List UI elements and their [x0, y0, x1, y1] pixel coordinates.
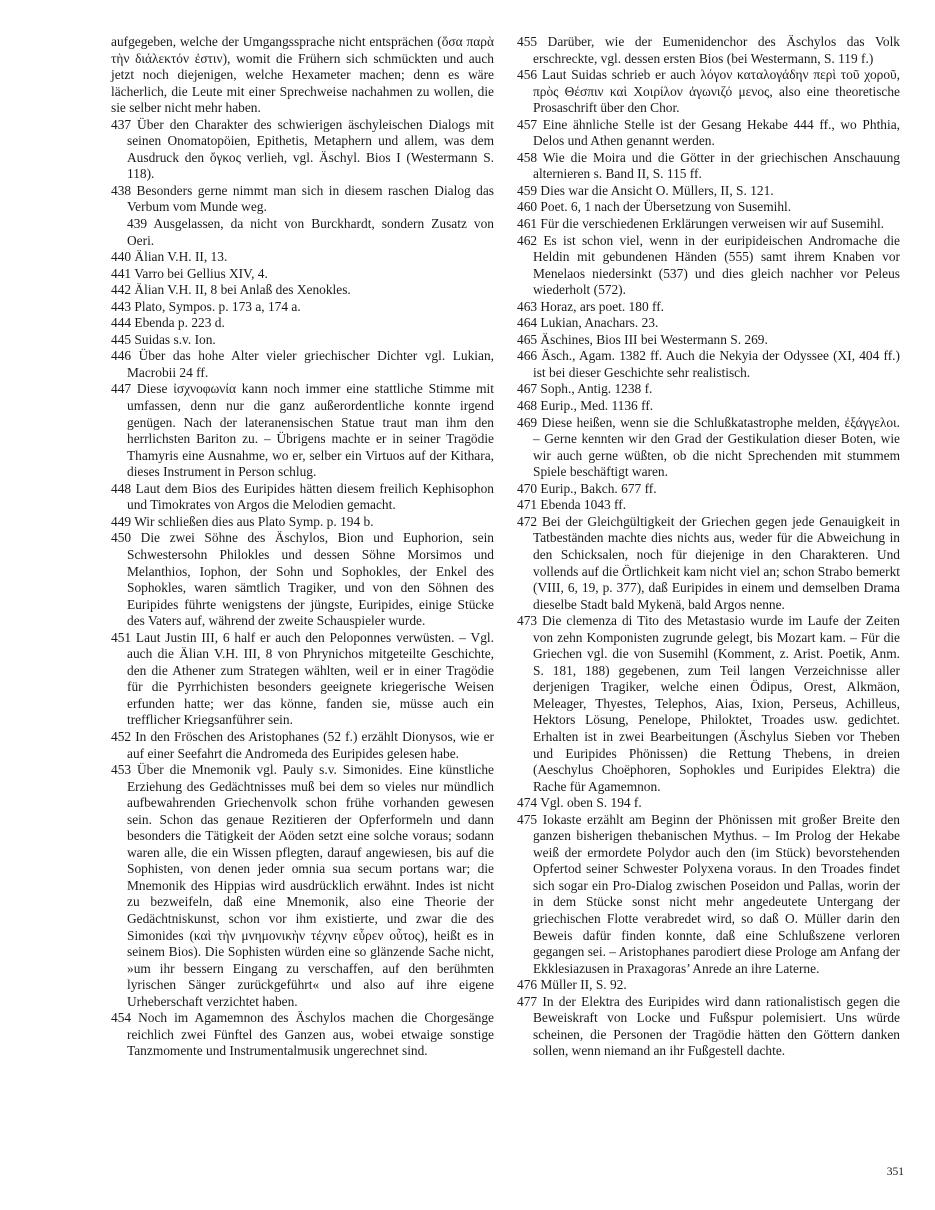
- footnote-444: 444 Ebenda p. 223 d.: [111, 315, 225, 331]
- footnote-454: 454 Noch im Agamemnon des Äschylos machen die Chorgesänge reichlich zwei Fünftel des Ganzen aus, wobei etwaige sonstige Tanzmomente und Instrumentalmusik ungerechnet sind.: [111, 1010, 494, 1059]
- footnote-471: 471 Ebenda 1043 ff.: [517, 497, 627, 513]
- footnote-468: 468 Eurip., Med. 1136 ff.: [517, 398, 654, 414]
- footnote-441: 441 Varro bei Gellius XIV, 4.: [111, 265, 268, 281]
- footnote-463: 463 Horaz, ars poet. 180 ff.: [517, 298, 665, 314]
- footnote-458: 458 Wie die Moira und die Götter in der griechischen Anschauung alternieren s. Band II, S. 115 ff.: [517, 149, 900, 182]
- page-number: 351: [886, 1166, 904, 1178]
- footnote-457: 457 Eine ähnliche Stelle ist der Gesang Hekabe 444 ff., wo Phthia, Delos und Athen genannt werden.: [517, 116, 900, 149]
- footnote-455: 455 Darüber, wie der Eumenidenchor des Äschylos das Volk erschreckte, vgl. dessen ersten Bios (bei Westermann, S. 119 f.): [517, 34, 900, 66]
- footnote-462: 462 Es ist schon viel, wenn in der euripideischen Andromache die Heldin mit gebundenen Händen (555) samt ihrem Knaben vor Menelaos niedersinkt (537) und dies gleich nachher vor Peleus wiederholt (572).: [517, 232, 900, 298]
- footnote-469: 469 Diese heißen, wenn sie die Schlußkatastrophe melden, ἐξάγγελοι. – Gerne kennten wir den Grad der Gestikulation dieser Boten, wie wir auch gerne wüßten, ob die nicht Sprechenden mit stummem Spiele beschäftigt waren.: [517, 414, 900, 480]
- footnote-445: 445 Suidas s.v. Ion.: [111, 331, 216, 347]
- footnote-continuation: aufgegeben, welche der Umgangssprache nicht entsprächen (ὅσα παρὰ τὴν διάλεκτόν ἐστιν), womit die Frühern sich schmückten und auch jetzt noch diejenigen, welche Hexameter machen; denn es wäre lächerlich, die Leute mit einer Sprechweise nachahmen zu wollen, die sie selber nicht mehr haben.: [111, 34, 494, 116]
- footnote-440: 440 Älian V.H. II, 13.: [111, 249, 228, 265]
- footnote-438: 438 Besonders gerne nimmt man sich in diesem raschen Dialog das Verbum vom Munde weg.: [111, 182, 494, 215]
- footnote-439: 439 Ausgelassen, da nicht von Burckhardt, sondern Zusatz von Oeri.: [127, 216, 494, 248]
- footnote-448: 448 Laut dem Bios des Euripides hätten diesem freilich Kephisophon und Timokrates von Argos die Melodien gemacht.: [111, 480, 494, 513]
- footnote-437: 437 Über den Charakter des schwierigen äschyleischen Dialogs mit seinen Onomatopöien, Epithetis, Metaphern und allem, was dem Ausdruck den ὄγκος verlieh, vgl. Äschyl. Bios I (Westermann S. 118).: [111, 116, 494, 182]
- footnote-459: 459 Dies war die Ansicht O. Müllers, II, S. 121.: [517, 182, 774, 198]
- footnote-475: 475 Iokaste erzählt am Beginn der Phönissen mit großer Breite den ganzen bisherigen thebanischen Mythus. – Im Prolog der Hekabe weiß der ermordete Polydor auch den (im Stück) bevorstehenden Opfertod seiner Schwester Polyxena voraus. In den Troades findet sich sogar ein Pro-Dialog zwischen Poseidon und Pallas, worin der in dem Stücke sonst nicht mehr angedeutete Untergang der griechischen Flotte verabredet wird, so daß O. Müller darin den Beweis dafür finden konnte, daß eine Schlußszene verloren gegangen sei. – Aristophanes parodiert diese Prologe am Anfang der Ekklesiazusen in Praxagoras’ Anrede an ihre Laterne.: [517, 811, 900, 976]
- footnote-446: 446 Über das hohe Alter vieler griechischer Dichter vgl. Lukian, Macrobii 24 ff.: [111, 348, 494, 380]
- footnote-477: 477 In der Elektra des Euripides wird dann rationalistisch gegen die Beweiskraft von Locke und Fußspur polemisiert. Uns würde scheinen, die Personen der Tragödie hätten den Göttern danken sollen, wenn niemand an ihr Fußgestell dachte.: [517, 993, 900, 1059]
- footnote-466: 466 Äsch., Agam. 1382 ff. Auch die Nekyia der Odyssee (XI, 404 ff.) ist bei dieser Geschichte sehr realistisch.: [517, 348, 900, 380]
- footnote-449: 449 Wir schließen dies aus Plato Symp. p. 194 b.: [111, 513, 374, 529]
- footnote-473: 473 Die clemenza di Tito des Metastasio wurde im Laufe der Zeiten von zehn Komponisten zugrunde gelegt, bis Mozart kam. – Für die Griechen vgl. die von Susemihl (Komment, z. Arist. Poetik, Anm. S. 181, 188) gegebenen, zum Teil langen Verzeichnisse aller derjenigen Tragiker, welche einen Ödipus, Orest, Alkmäon, Meleager, Thyestes, Telephos, Aias, Ixion, Perseus, Achilleus, Hektors Lösung, Penelope, Philoktet, Troades usw. gedichtet. Erhalten ist in zwei Bearbeitungen (Äschylus Sieben vor Theben und Euripides Phönissen) die Rettung Thebens, in dreien (Aeschylus Choëphoren, Sophokles und Euripides Elektra) die Rache für Agamemnon.: [517, 613, 900, 794]
- footnote-442: 442 Älian V.H. II, 8 bei Anlaß des Xenokles.: [111, 282, 351, 298]
- footnotes-left-column: [111, 34, 494, 1060]
- footnote-451: 451 Laut Justin III, 6 half er auch den Peloponnes verwüsten. – Vgl. auch die Älian V.H. III, 8 von Phrynichos mitgeteilte Geschichte, den die Athener zum Strategen wählten, weil er in einer Tragödie für die Pyrrhichisten besonders geeignete kriegerische Weisen erfunden hatte; wer das könne, fanden sie, müsse auch ein trefflicher Kriegsanführer sein.: [111, 629, 494, 728]
- footnote-447: 447 Diese ἰσχνοφωνία kann noch immer eine stattliche Stimme mit umfassen, denn nur die ganz außerordentliche konnte irgend genügen. Nach der lateranensischen Statue traut man ihm den herrlichsten Bariton zu. – Übrigens machte er in seiner Tragödie Thamyris eine Ausnahme, wo er, selber ein Virtuos auf der Kithara, dieses Instrument in Person schlug.: [111, 381, 494, 480]
- footnote-467: 467 Soph., Antig. 1238 f.: [517, 381, 653, 397]
- footnote-456: 456 Laut Suidas schrieb er auch λόγον καταλογάδην περὶ τοῦ χοροῦ, πρὸς Θέσπιν καὶ Χοιρίλον ἀγωνιζό μενος, also eine theoretische Prosaschrift über den Chor.: [517, 67, 900, 116]
- footnote-452: 452 In den Fröschen des Aristophanes (52 f.) erzählt Dionysos, wie er auf einer Seefahrt die Andromeda des Euripides gelesen habe.: [111, 728, 494, 761]
- footnote-472: 472 Bei der Gleichgültigkeit der Griechen gegen jede Genauigkeit in Tatbeständen machte dies nichts aus, weder für die Abweichung in den Schicksalen, noch für diejenige in den Charakteren. Und vollends auf die Örtlichkeit kam nicht viel an; schon Strabo bemerkt (VIII, 6, 19, p. 377), daß Euripides in einem und demselben Drama dieselbe Stadt bald Mykenä, bald Argos nenne.: [517, 513, 900, 612]
- footnote-453: 453 Über die Mnemonik vgl. Pauly s.v. Simonides. Eine künstliche Erziehung des Gedächtnisses muß bei dem so vieles nur mündlich aufbewahrenden Griechenvolk schon frühe vorhanden gewesen sein. Schon das genaue Rezitieren der Opferformeln und dann besonders die Tätigkeit der Aöden setzt eine solche voraus; sodann waren alle, die ein Wissen pflegten, darauf angewiesen, bis auf die Sophisten, von denen jeder omnia sua secum portans war; die Mnemonik des Hippias wird ausdrücklich erwähnt. Indes ist nicht zu bezweifeln, daß eine Mnemonik, also eine Theorie der Gedächtniskunst, schon vor ihm existierte, und zwar die des Simonides (καὶ τὴν μνημονικὴν τέχνην εὗρεν οὗτος), heißt es in seinem Bios). Die Sophisten würden eine so glänzende Sache nicht, »um ihr bessern Eingang zu verschaffen, auf den berühmten lyrischen Sänger zurückgeführt« und also auf ihre eigene Urheberschaft verzichtet haben.: [111, 762, 494, 1009]
- footnote-465: 465 Äschines, Bios III bei Westermann S. 269.: [517, 331, 768, 347]
- footnote-450: 450 Die zwei Söhne des Äschylos, Bion und Euphorion, sein Schwestersohn Philokles und dessen Söhne Morsimos und Melanthios, Iophon, der Sohn und Sophokles, der Enkel des Sophokles, waren sämtlich Tragiker, und von den Söhnen des Euripides führte wenigstens der jüngste, Euripides, einige Stücke des Vaters auf, während der zweite Schauspieler wurde.: [111, 530, 494, 629]
- footnote-443: 443 Plato, Sympos. p. 173 a, 174 a.: [111, 298, 301, 314]
- footnote-461: 461 Für die verschiedenen Erklärungen verweisen wir auf Susemihl.: [517, 216, 885, 232]
- footnote-476: 476 Müller II, S. 92.: [517, 977, 627, 993]
- footnote-474: 474 Vgl. oben S. 194 f.: [517, 795, 642, 811]
- footnote-464: 464 Lukian, Anachars. 23.: [517, 315, 659, 331]
- footnotes-right-column: [517, 34, 900, 1060]
- footnote-460: 460 Poet. 6, 1 nach der Übersetzung von Susemihl.: [517, 199, 792, 215]
- footnote-470: 470 Eurip., Bakch. 677 ff.: [517, 480, 657, 496]
